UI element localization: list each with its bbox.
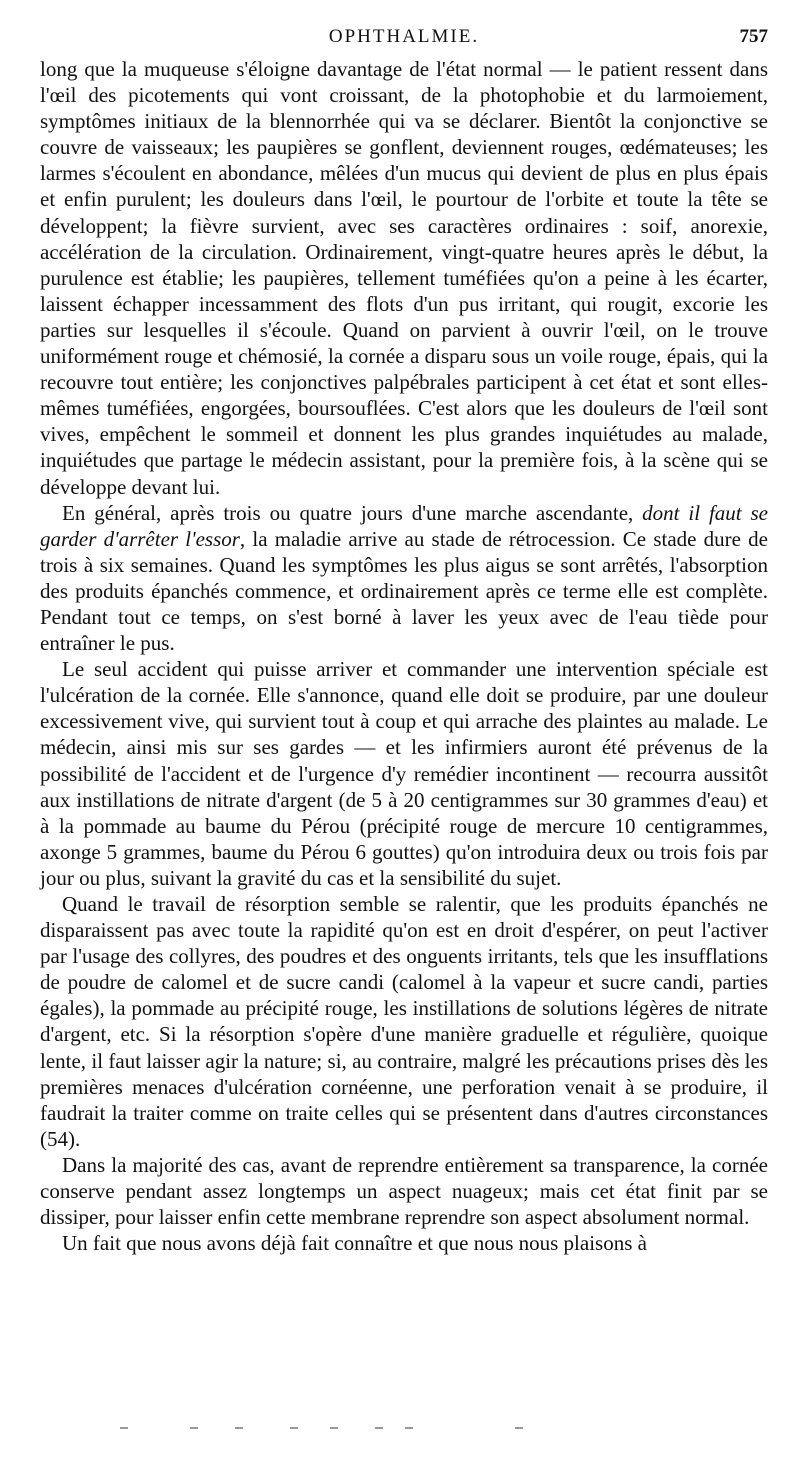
scan-mark xyxy=(190,1427,198,1429)
page-number: 757 xyxy=(739,26,768,47)
paragraph-2-text-before: En général, après trois ou quatre jours d'une marche ascendante, xyxy=(62,500,643,525)
page-header xyxy=(40,22,768,52)
paragraph-2-text-after: , la maladie arrive au stade de rétrocession. Ce stade dure de trois à six semaines. Quand les symptômes les plus aigus se sont arrêtés, l'absorption des produits épanchés commence, et ordinairement après ce terme elle est complète. Pendant tout ce temps, on s'est borné à laver les yeux avec de l'eau tiède pour entraîner le pus. xyxy=(40,526,768,656)
paragraph-1: long que la muqueuse s'éloigne davantage de l'état normal — le patient ressent dans l'œil des picotements qui vont croissant, de la photophobie et du larmoiement, symptômes initiaux de la blennorrhée qui va se déclarer. Bientôt la conjonctive se couvre de vaisseaux; les paupières se gonflent, deviennent rouges, œdémateuses; les larmes s'écoulent en abondance, mêlées d'un mucus qui devient de plus en plus épais et enfin purulent; les douleurs dans l'œil, le pourtour de l'orbite et toute la tête se développent; la fièvre survient, avec ses caractères ordinaires : soif, anorexie, accélération de la circulation. Ordinairement, vingt-quatre heures après le début, la purulence est établie; les paupières, tellement tuméfiées qu'on a peine à les écarter, laissent échapper incessamment des flots d'un pus irritant, qui rougit, excorie les parties sur lesquelles il s'écoule. Quand on parvient à ouvrir l'œil, on le trouve uniformément rouge et chémosié, la cornée a disparu sous un voile rouge, épais, qui la recouvre tout entière; les conjonctives palpébrales participent à cet état et sont elles-mêmes tuméfiées, engorgées, boursouflées. C'est alors que les douleurs de l'œil sont vives, empêchent le sommeil et donnent les plus grandes inquiétudes au malade, inquiétudes que partage le médecin assistant, pour la première fois, à la scène qui se développe devant lui. xyxy=(40,57,768,499)
paragraph-3: Le seul accident qui puisse arriver et commander une intervention spéciale est l'ulcération de la cornée. Elle s'annonce, quand elle doit se produire, par une douleur excessivement vive, qui survient tout à coup et qui arrache des plaintes au malade. Le médecin, ainsi mis sur ses gardes — et les infirmiers auront été prévenus de la possibilité de l'accident et de l'urgence d'y remédier incontinent — recourra aussitôt aux instillations de nitrate d'argent (de 5 à 20 centigrammes sur 30 grammes d'eau) et à la pommade au baume du Pérou (précipité rouge de mercure 10 centigrammes, axonge 5 grammes, baume du Pérou 6 gouttes) qu'on introduira deux ou trois fois par jour ou plus, suivant la gravité du cas et la sensibilité du sujet. xyxy=(40,657,768,890)
scan-mark xyxy=(330,1427,338,1429)
paragraph-2-italic-phrase: dont il faut se garder d'arrêter l'essor xyxy=(40,500,768,551)
scan-mark xyxy=(375,1427,383,1429)
book-page xyxy=(40,22,768,1442)
scan-mark xyxy=(235,1427,243,1429)
scan-mark xyxy=(120,1427,128,1429)
scan-mark xyxy=(405,1427,413,1429)
paragraph-4: Quand le travail de résorption semble se ralentir, que les produits épanchés ne disparaissent pas avec toute la rapidité qu'on est en droit d'espérer, on peut l'activer par l'usage des collyres, des poudres et des onguents irritants, tels que les insufflations de poudre de calomel et de sucre candi (calomel à la vapeur et sucre candi, parties égales), la pommade au précipité rouge, les instillations de solutions légères de nitrate d'argent, etc. Si la résorption s'opère d'une manière graduelle et régulière, quoique lente, il faut laisser agir la nature; si, au contraire, malgré les précautions prises dès les premières menaces d'ulcération cornéenne, une perforation venait à se produire, il faudrait la traiter comme on traite celles qui se présentent dans d'autres circonstances (54). xyxy=(40,892,768,1151)
body-text xyxy=(40,56,768,1256)
bleed-through-marks xyxy=(40,1427,768,1439)
paragraph-5: Dans la majorité des cas, avant de reprendre entièrement sa transparence, la cornée conserve pendant assez longtemps un aspect nuageux; mais cet état finit par se dissiper, pour laisser enfin cette membrane reprendre son aspect absolument normal. xyxy=(40,1152,768,1230)
paragraph-6: Un fait que nous avons déjà fait connaître et que nous nous plaisons à xyxy=(62,1231,647,1256)
scan-mark xyxy=(290,1427,298,1429)
scan-mark xyxy=(515,1427,523,1429)
paragraph-2 xyxy=(40,500,768,657)
running-title: OPHTHALMIE. xyxy=(328,26,480,47)
